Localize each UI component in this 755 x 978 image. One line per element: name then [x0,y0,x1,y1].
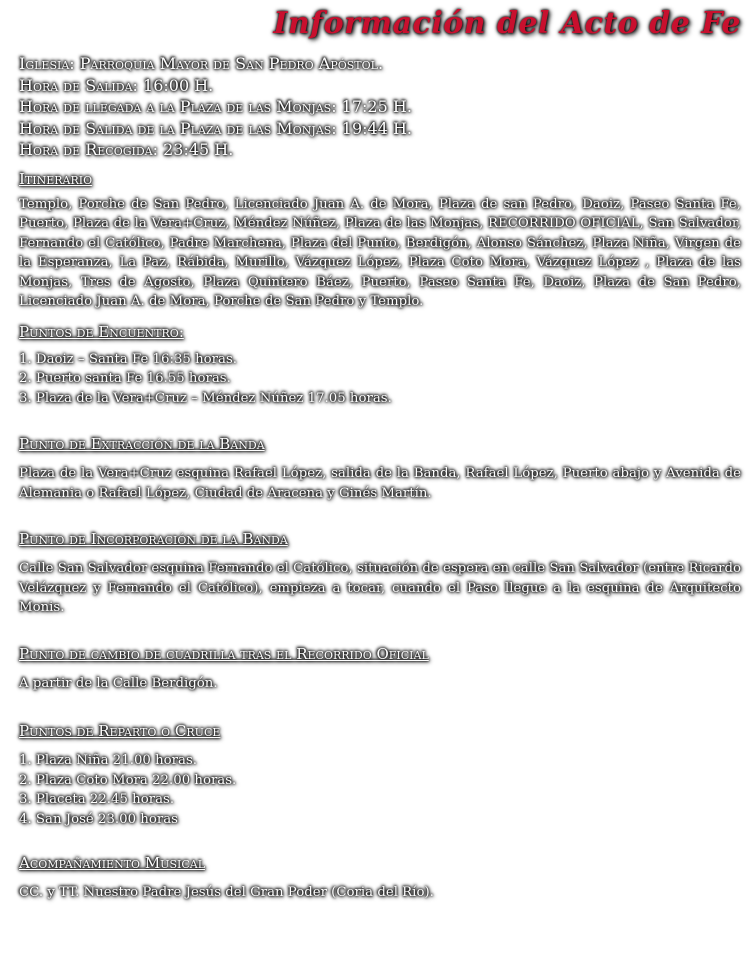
info-church: Iglesia: Parroquia Mayor de San Pedro Apóstol. [19,54,384,73]
distribution-points-list [19,751,741,829]
meeting-points-heading: Puntos de Encuentro: [19,322,184,341]
band-incorporation-text: Calle San Salvador esquina Fernando el Católico, situación de espera en calle San Salvador (entre Ricardo Velázquez y Fernando el Católico), empieza a tocar, cuando el Paso llegue a la esquina de Arquitecto Monis. [19,561,741,615]
list-item: 3. Placeta 22.45 horas. [19,792,175,807]
info-return-time: Hora de Recogida: 23:45 H. [19,140,234,159]
itinerary-text: Templo, Porche de San Pedro, Licenciado Juan A. de Mora, Plaza de san Pedro, Daoiz, Paseo Santa Fe, Puerto, Plaza de la Vera+Cruz, Méndez Núñez, Plaza de las Monjas, RECORRIDO OFICIAL, San Salvador, Fernando el Católico, Padre Marchena, Plaza del Punto, Berdigón, Alonso Sánchez, Plaza Niña, Virgen de la Esperanza, La Paz, Rábida, Murillo, Vázquez López, Plaza Coto Mora, Vázquez López , Plaza de las Monjas, Tres de Agosto, Plaza Quintero Báez, Puerto, Paseo Santa Fe, Daoiz, Plaza de San Pedro, Licenciado Juan A. de Mora, Porche de San Pedro y Templo. [19,196,741,309]
info-arrival-plaza-monjas: Hora de llegada a la Plaza de las Monjas: 17:25 H. [19,97,412,116]
list-item: 2. Puerto santa Fe 16.55 horas. [19,371,231,386]
meeting-points-list [19,350,741,409]
main-content [19,53,741,903]
shift-change-heading: Punto de cambio de cuadrilla tras el Recorrido Oficial [19,644,429,663]
info-block [19,53,741,161]
band-extraction-text: Plaza de la Vera+Cruz esquina Rafael López, salida de la Banda, Rafael López, Puerto abajo y Avenida de Alemania o Rafael López, Ciudad de Aracena y Ginés Martín. [19,466,741,501]
list-item: 1. Daoiz – Santa Fe 16:35 horas. [19,351,238,367]
info-departure-plaza-monjas: Hora de Salida de la Plaza de las Monjas: 19:44 H. [19,118,413,138]
list-item: 2. Plaza Coto Mora 22.00 horas. [19,772,237,788]
shift-change-text: A partir de la Calle Berdigón. [19,675,218,691]
musical-accompaniment-text: CC. y TT. Nuestro Padre Jesús del Gran Poder (Coria del Río). [19,885,434,900]
list-item: 4. San José 23.00 horas [19,811,178,827]
list-item: 1. Plaza Niña 21.00 horas. [19,753,198,768]
musical-accompaniment-heading: Acompañamiento Musical [19,854,205,872]
band-incorporation-heading: Punto de Incorporación de la Banda [19,530,288,548]
page-title: Información del Acto de Fe [273,6,741,41]
info-departure-time: Hora de Salida: 16:00 H. [19,75,214,95]
list-item: 3. Plaza de la Vera+Cruz – Méndez Núñez 17.05 horas. [19,390,392,406]
band-extraction-heading: Punto de Extracción de la Banda [19,435,265,453]
distribution-points-heading: Puntos de Reparto o Cruce [19,722,221,740]
itinerary-heading: Itinerario [19,169,93,188]
